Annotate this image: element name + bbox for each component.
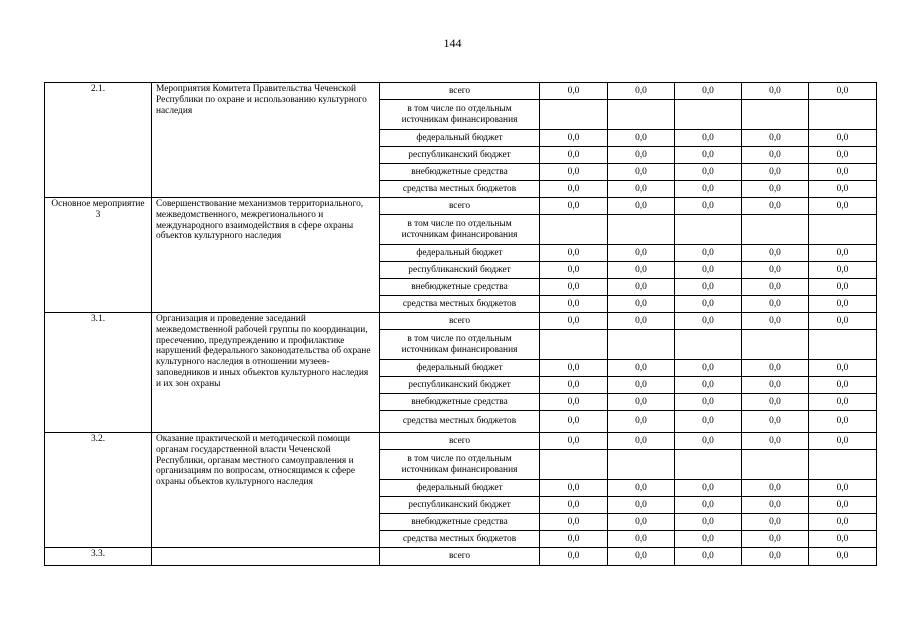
value-cell: 0,0 [540, 377, 608, 394]
value-cell: 0,0 [742, 433, 809, 450]
value-cell [608, 100, 675, 130]
value-cell: 0,0 [742, 262, 809, 279]
value-cell: 0,0 [540, 198, 608, 215]
value-cell: 0,0 [675, 377, 742, 394]
value-cell: 0,0 [742, 360, 809, 377]
value-cell: 0,0 [540, 181, 608, 198]
value-cell: 0,0 [608, 130, 675, 147]
value-cell: 0,0 [675, 245, 742, 262]
value-cell [809, 450, 877, 480]
value-cell [742, 330, 809, 360]
value-cell: 0,0 [675, 296, 742, 313]
activity-name: Организация и проведение заседаний межведомственной рабочей группы по координации, пресечению, предупреждению и профилактике нарушений федерального законодательства об охране культурного наследия в отношении музеев-заповедников и иных объектов культурного наследия и их зон охраны [152, 313, 380, 433]
value-cell: 0,0 [540, 360, 608, 377]
funding-source-extrabudgetary: внебюджетные средства [380, 164, 540, 181]
value-cell: 0,0 [675, 411, 742, 433]
value-cell: 0,0 [608, 377, 675, 394]
value-cell: 0,0 [675, 164, 742, 181]
value-cell: 0,0 [540, 296, 608, 313]
value-cell: 0,0 [809, 394, 877, 411]
value-cell: 0,0 [742, 181, 809, 198]
value-cell: 0,0 [540, 279, 608, 296]
funding-source-including: в том числе по отдельным источникам финансирования [380, 100, 540, 130]
value-cell: 0,0 [742, 480, 809, 497]
value-cell: 0,0 [540, 164, 608, 181]
value-cell: 0,0 [540, 531, 608, 548]
funding-source-federal: федеральный бюджет [380, 360, 540, 377]
value-cell: 0,0 [742, 497, 809, 514]
value-cell: 0,0 [540, 433, 608, 450]
value-cell [675, 330, 742, 360]
value-cell: 0,0 [742, 130, 809, 147]
value-cell: 0,0 [809, 245, 877, 262]
value-cell: 0,0 [608, 198, 675, 215]
activity-name: Мероприятия Комитета Правительства Чеченской Республики по охране и использованию культурного наследия [152, 83, 380, 198]
funding-source-republican: республиканский бюджет [380, 497, 540, 514]
table-body [45, 83, 877, 566]
value-cell: 0,0 [540, 147, 608, 164]
value-cell: 0,0 [809, 411, 877, 433]
value-cell: 0,0 [809, 514, 877, 531]
value-cell: 0,0 [742, 279, 809, 296]
value-cell: 0,0 [540, 411, 608, 433]
value-cell [540, 100, 608, 130]
value-cell: 0,0 [809, 548, 877, 566]
value-cell: 0,0 [675, 313, 742, 330]
value-cell: 0,0 [540, 497, 608, 514]
funding-source-republican: республиканский бюджет [380, 147, 540, 164]
value-cell: 0,0 [540, 130, 608, 147]
funding-source-federal: федеральный бюджет [380, 480, 540, 497]
value-cell: 0,0 [742, 147, 809, 164]
activity-number: 3.2. [45, 433, 152, 548]
value-cell [540, 215, 608, 245]
funding-source-including: в том числе по отдельным источникам финансирования [380, 450, 540, 480]
value-cell: 0,0 [809, 313, 877, 330]
value-cell: 0,0 [742, 313, 809, 330]
value-cell: 0,0 [608, 245, 675, 262]
activity-number: 3.1. [45, 313, 152, 433]
funding-source-total: всего [380, 198, 540, 215]
value-cell: 0,0 [742, 394, 809, 411]
value-cell: 0,0 [608, 411, 675, 433]
funding-source-including: в том числе по отдельным источникам финансирования [380, 330, 540, 360]
value-cell [809, 100, 877, 130]
value-cell: 0,0 [608, 313, 675, 330]
funding-source-total: всего [380, 313, 540, 330]
value-cell: 0,0 [742, 411, 809, 433]
value-cell: 0,0 [608, 296, 675, 313]
value-cell: 0,0 [608, 279, 675, 296]
funding-source-local: средства местных бюджетов [380, 296, 540, 313]
value-cell: 0,0 [675, 548, 742, 566]
activity-number: Основное мероприятие 3 [45, 198, 152, 313]
value-cell: 0,0 [540, 83, 608, 100]
value-cell: 0,0 [608, 531, 675, 548]
value-cell [608, 215, 675, 245]
activity-name: Оказание практической и методической помощи органам государственной власти Чеченской Республики, органам местного самоуправления и организациям по вопросам, относящимся к сфере охраны объектов культурного наследия [152, 433, 380, 548]
value-cell: 0,0 [675, 497, 742, 514]
value-cell [809, 215, 877, 245]
value-cell: 0,0 [540, 514, 608, 531]
funding-source-extrabudgetary: внебюджетные средства [380, 514, 540, 531]
value-cell: 0,0 [608, 514, 675, 531]
value-cell: 0,0 [809, 360, 877, 377]
value-cell: 0,0 [608, 548, 675, 566]
value-cell: 0,0 [540, 548, 608, 566]
value-cell: 0,0 [809, 531, 877, 548]
value-cell: 0,0 [809, 147, 877, 164]
funding-source-local: средства местных бюджетов [380, 411, 540, 433]
value-cell: 0,0 [742, 198, 809, 215]
value-cell: 0,0 [742, 548, 809, 566]
funding-source-local: средства местных бюджетов [380, 181, 540, 198]
value-cell [608, 450, 675, 480]
funding-source-total: всего [380, 83, 540, 100]
value-cell: 0,0 [675, 198, 742, 215]
budget-table [44, 82, 877, 566]
value-cell: 0,0 [809, 262, 877, 279]
value-cell: 0,0 [675, 480, 742, 497]
value-cell: 0,0 [675, 147, 742, 164]
value-cell: 0,0 [608, 480, 675, 497]
value-cell: 0,0 [540, 480, 608, 497]
value-cell [809, 330, 877, 360]
value-cell: 0,0 [540, 394, 608, 411]
value-cell [675, 450, 742, 480]
value-cell: 0,0 [608, 181, 675, 198]
activity-number: 3.3. [45, 548, 152, 566]
value-cell: 0,0 [809, 83, 877, 100]
value-cell: 0,0 [608, 83, 675, 100]
value-cell: 0,0 [742, 83, 809, 100]
value-cell [540, 330, 608, 360]
value-cell: 0,0 [540, 262, 608, 279]
value-cell [742, 100, 809, 130]
table-row [45, 548, 877, 566]
value-cell: 0,0 [675, 531, 742, 548]
funding-source-federal: федеральный бюджет [380, 245, 540, 262]
value-cell: 0,0 [809, 480, 877, 497]
value-cell: 0,0 [608, 164, 675, 181]
activity-name: Совершенствование механизмов территориального, межведомственного, межрегионального и международного взаимодействия в сфере охраны объектов культурного наследия [152, 198, 380, 313]
funding-source-federal: федеральный бюджет [380, 130, 540, 147]
value-cell: 0,0 [742, 377, 809, 394]
value-cell: 0,0 [608, 262, 675, 279]
value-cell: 0,0 [675, 130, 742, 147]
value-cell: 0,0 [608, 497, 675, 514]
value-cell [540, 450, 608, 480]
value-cell: 0,0 [675, 279, 742, 296]
value-cell: 0,0 [742, 245, 809, 262]
value-cell: 0,0 [742, 296, 809, 313]
value-cell: 0,0 [608, 147, 675, 164]
value-cell: 0,0 [675, 433, 742, 450]
value-cell: 0,0 [675, 83, 742, 100]
value-cell: 0,0 [809, 198, 877, 215]
value-cell [742, 215, 809, 245]
value-cell: 0,0 [608, 394, 675, 411]
funding-source-extrabudgetary: внебюджетные средства [380, 394, 540, 411]
table-row [45, 83, 877, 100]
value-cell: 0,0 [809, 497, 877, 514]
funding-source-republican: республиканский бюджет [380, 377, 540, 394]
funding-source-republican: республиканский бюджет [380, 262, 540, 279]
funding-source-total: всего [380, 433, 540, 450]
value-cell [742, 450, 809, 480]
funding-source-total: всего [380, 548, 540, 566]
value-cell [675, 100, 742, 130]
value-cell: 0,0 [809, 181, 877, 198]
value-cell: 0,0 [675, 514, 742, 531]
page-number: 144 [443, 36, 462, 50]
value-cell: 0,0 [675, 262, 742, 279]
table-row [45, 433, 877, 450]
value-cell: 0,0 [608, 433, 675, 450]
value-cell: 0,0 [742, 514, 809, 531]
value-cell [608, 330, 675, 360]
table-row [45, 313, 877, 330]
value-cell: 0,0 [809, 433, 877, 450]
value-cell: 0,0 [675, 360, 742, 377]
value-cell: 0,0 [809, 279, 877, 296]
table-row [45, 198, 877, 215]
value-cell [675, 215, 742, 245]
value-cell: 0,0 [809, 130, 877, 147]
funding-source-including: в том числе по отдельным источникам финансирования [380, 215, 540, 245]
funding-source-extrabudgetary: внебюджетные средства [380, 279, 540, 296]
value-cell: 0,0 [540, 245, 608, 262]
value-cell: 0,0 [809, 164, 877, 181]
value-cell: 0,0 [540, 313, 608, 330]
value-cell: 0,0 [742, 164, 809, 181]
value-cell: 0,0 [809, 296, 877, 313]
activity-number: 2.1. [45, 83, 152, 198]
funding-source-local: средства местных бюджетов [380, 531, 540, 548]
value-cell: 0,0 [675, 394, 742, 411]
value-cell: 0,0 [608, 360, 675, 377]
value-cell: 0,0 [809, 377, 877, 394]
activity-name [152, 548, 380, 566]
value-cell: 0,0 [675, 181, 742, 198]
value-cell: 0,0 [742, 531, 809, 548]
